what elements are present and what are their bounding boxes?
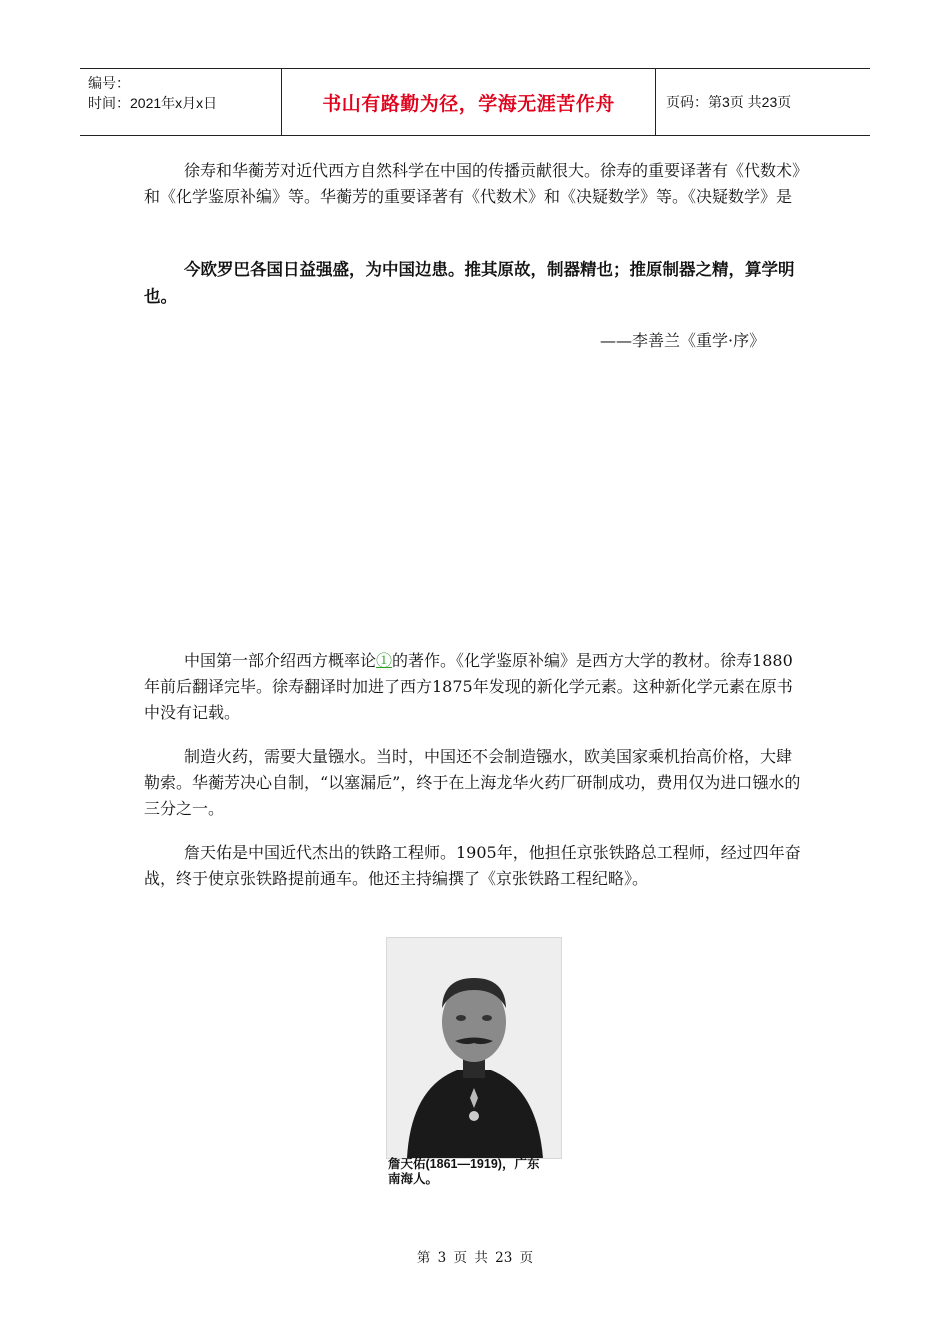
paragraph-probability-post: 的著作。《化学鉴原补编》是西方大学的教材。徐寿1880年前后翻译完毕。徐寿翻译时加进了西方1875年发现的新化学元素。这种新化学元素在原书中没有记载。 — [144, 651, 793, 722]
paragraph-probability-pre: 中国第一部介绍西方概率论 — [184, 651, 377, 670]
paragraph-probability — [144, 648, 804, 726]
paragraph-xu-shou: 徐寿和华蘅芳对近代西方自然科学在中国的传播贡献很大。徐寿的重要译著有《代数术》和《化学鉴原补编》等。华蘅芳的重要译著有《代数术》和《决疑数学》等。《决疑数学》是 — [144, 161, 801, 206]
quote-source: ——李善兰《重学·序》 — [600, 331, 766, 350]
caption-line-1: 詹天佑(1861—1919)，广东 — [388, 1157, 540, 1171]
page-footer: 第 3 页 共 23 页 — [416, 1250, 534, 1266]
time-label: 时间：2021年x月x日 — [88, 95, 218, 111]
header-meta — [80, 69, 282, 135]
portrait-figure — [387, 938, 561, 1158]
caption-line-2: 南海人。 — [388, 1172, 439, 1186]
portrait-photo — [386, 937, 562, 1159]
paragraph-zhan-tianyou: 詹天佑是中国近代杰出的铁路工程师。1905年，他担任京张铁路总工程师，经过四年奋战，终于使京张铁路提前通车。他还主持编撰了《京张铁路工程纪略》。 — [144, 843, 801, 888]
footnote-ref-link[interactable]: ① — [376, 651, 393, 670]
photo-caption — [388, 1157, 578, 1187]
header-table — [80, 68, 870, 136]
motto: 书山有路勤为径，学海无涯苦作舟 — [282, 69, 656, 135]
quote-text: 今欧罗巴各国日益强盛，为中国边患。推其原故，制器精也；推原制器之精，算学明也。 — [144, 260, 795, 306]
page-code: 页码：第3页 共23页 — [666, 94, 792, 110]
number-label: 编号： — [88, 75, 130, 91]
paragraph-acid: 制造火药，需要大量镪水。当时，中国还不会制造镪水，欧美国家乘机抬高价格，大肆勒索。华蘅芳决心自制，“以塞漏卮”，终于在上海龙华火药厂研制成功，费用仅为进口镪水的三分之一。 — [144, 747, 801, 818]
